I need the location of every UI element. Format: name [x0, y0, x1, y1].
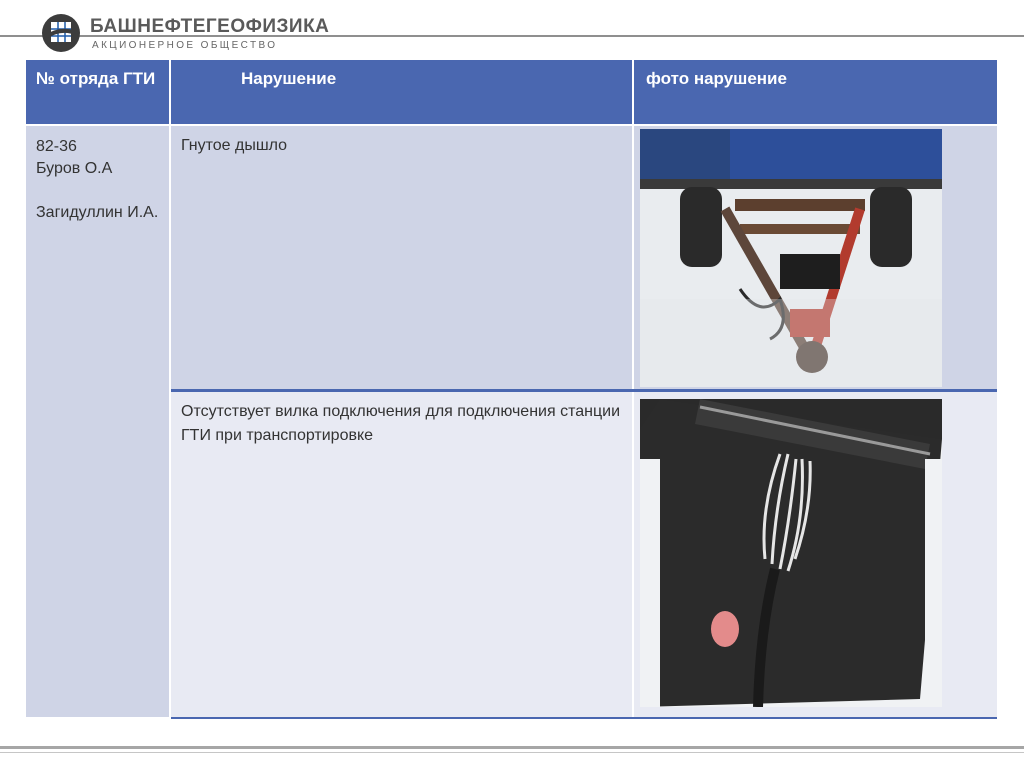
cable-panel-photo	[640, 399, 942, 707]
team-member-1: Буров О.А	[36, 160, 113, 177]
brand-name: БАШНЕФТЕГЕОФИЗИКА	[90, 16, 330, 37]
row-divider	[171, 717, 997, 719]
header-violation: Нарушение	[171, 60, 632, 124]
team-member-2: Загидуллин И.А.	[36, 204, 159, 221]
header-team-number: № отряда ГТИ	[26, 60, 169, 124]
violation-cell-1: Гнутое дышло	[171, 126, 632, 389]
violation-cell-2: Отсутствует вилка подключения для подключения станции ГТИ при транспортировке	[171, 392, 632, 717]
brand-subtitle: АКЦИОНЕРНОЕ ОБЩЕСТВО	[92, 40, 278, 51]
footer-divider	[0, 752, 1024, 753]
team-cell	[26, 126, 169, 717]
team-code: 82-36	[36, 138, 77, 155]
footer-divider	[0, 746, 1024, 749]
trailer-drawbar-photo	[640, 129, 942, 387]
header-photo: фото нарушение	[634, 60, 997, 124]
company-logo-icon	[40, 12, 82, 54]
